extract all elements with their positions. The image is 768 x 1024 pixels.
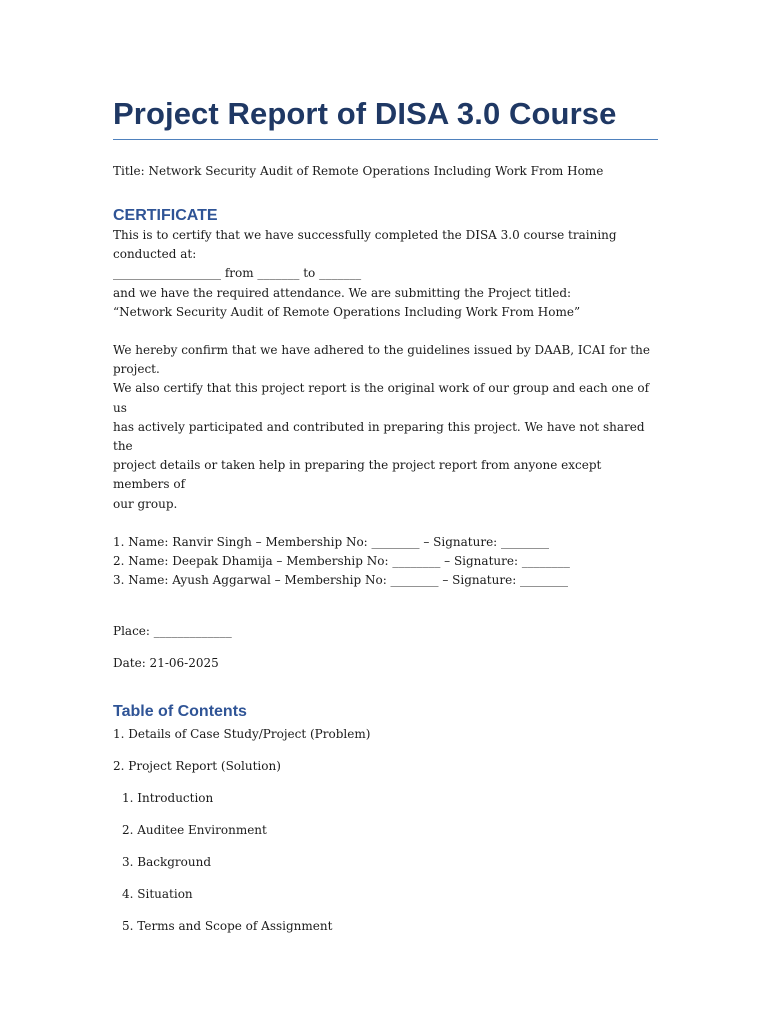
toc-subitem: 1. Introduction [122, 790, 214, 805]
certificate-line: and we have the required attendance. We are submitting the Project titled: [113, 285, 572, 300]
place-line: Place: _____________ [113, 623, 232, 638]
certificate-line: “Network Security Audit of Remote Operations Including Work From Home” [113, 304, 581, 319]
toc-item: 2. Project Report (Solution) [113, 758, 281, 773]
member-entry: 3. Name: Ayush Aggarwal – Membership No: ________ – Signature: ________ [113, 573, 569, 588]
confirmation-line: project. [113, 362, 160, 377]
toc-subitem: 2. Auditee Environment [122, 822, 267, 837]
toc-heading: Table of Contents [113, 702, 247, 720]
certificate-body [113, 226, 658, 322]
project-title-line: Title: Network Security Audit of Remote Operations Including Work From Home [113, 164, 604, 178]
certificate-heading: CERTIFICATE [113, 207, 218, 224]
certificate-line: This is to certify that we have successfully completed the DISA 3.0 course training [113, 228, 617, 242]
confirmation-line: We hereby confirm that we have adhered to the guidelines issued by DAAB, ICAI for the [113, 343, 650, 358]
member-entry: 2. Name: Deepak Dhamija – Membership No: ________ – Signature: ________ [113, 554, 570, 569]
document-page [113, 92, 658, 949]
confirmation-line: project details or taken help in preparing the project report from anyone except members of [113, 458, 602, 492]
document-title: Project Report of DISA 3.0 Course [113, 92, 658, 140]
date-line: Date: 21-06-2025 [113, 655, 219, 670]
toc-subitem: 4. Situation [122, 886, 193, 901]
certificate-line: conducted at: [113, 247, 197, 262]
member-list [113, 533, 658, 591]
toc-list [113, 725, 658, 936]
member-entry: 1. Name: Ranvir Singh – Membership No: ________ – Signature: ________ [113, 534, 550, 549]
toc-subitem: 3. Background [122, 854, 212, 869]
confirmation-line: We also certify that this project report is the original work of our group and each one of us [113, 381, 650, 415]
confirmation-body [113, 341, 658, 514]
toc-item: 1. Details of Case Study/Project (Problem) [113, 726, 371, 741]
confirmation-line: our group. [113, 496, 178, 511]
toc-subitem: 5. Terms and Scope of Assignment [122, 918, 333, 933]
certificate-line: __________________ from _______ to _______ [113, 266, 362, 281]
confirmation-line: has actively participated and contributed in preparing this project. We have not shared the [113, 419, 645, 454]
